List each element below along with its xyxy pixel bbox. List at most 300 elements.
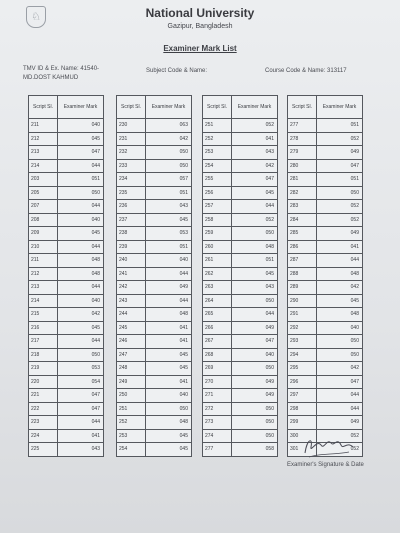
table-row	[29, 119, 104, 133]
script-no-cell: 236	[117, 200, 146, 214]
script-no-cell: 245	[117, 321, 146, 335]
mark-cell: 040	[146, 254, 192, 268]
script-no-cell: 262	[203, 267, 232, 281]
table-row	[29, 321, 104, 335]
mark-cell: 045	[58, 132, 104, 146]
examiner-signature	[297, 433, 359, 461]
mark-cell: 047	[58, 146, 104, 160]
table-row	[117, 146, 192, 160]
mark-cell: 044	[58, 416, 104, 430]
table-row	[203, 173, 278, 187]
table-row	[288, 267, 363, 281]
script-no-cell: 240	[117, 254, 146, 268]
table-row	[117, 227, 192, 241]
table-row	[117, 132, 192, 146]
table-row	[203, 308, 278, 322]
table-row	[117, 186, 192, 200]
table-row	[117, 240, 192, 254]
mark-cell: 050	[232, 294, 278, 308]
mark-cell: 052	[317, 443, 363, 457]
mark-cell: 042	[317, 362, 363, 376]
script-no-cell: 266	[203, 321, 232, 335]
table-row	[117, 254, 192, 268]
table-row	[288, 159, 363, 173]
mark-cell: 050	[58, 348, 104, 362]
script-no-cell: 220	[29, 375, 58, 389]
table-row	[203, 254, 278, 268]
script-no-cell: 238	[117, 227, 146, 241]
table-row	[203, 416, 278, 430]
mark-cell: 041	[58, 429, 104, 443]
table-row	[117, 429, 192, 443]
table-row	[117, 119, 192, 133]
mark-cell: 044	[232, 200, 278, 214]
script-no-cell: 224	[29, 429, 58, 443]
table-row	[29, 335, 104, 349]
mark-cell: 043	[58, 443, 104, 457]
table-row	[203, 119, 278, 133]
table-row	[288, 362, 363, 376]
table-row	[288, 227, 363, 241]
table-row	[203, 227, 278, 241]
script-no-cell: 294	[288, 348, 317, 362]
table-row	[117, 308, 192, 322]
table-row	[203, 240, 278, 254]
mark-cell: 044	[58, 335, 104, 349]
table-row	[203, 200, 278, 214]
table-row	[29, 281, 104, 295]
table-row	[29, 308, 104, 322]
mark-table-1	[28, 95, 104, 457]
mark-cell: 041	[317, 240, 363, 254]
table-row	[29, 159, 104, 173]
script-no-cell: 261	[203, 254, 232, 268]
table-row	[203, 375, 278, 389]
table-row	[117, 200, 192, 214]
table-row	[203, 267, 278, 281]
table-row	[203, 335, 278, 349]
script-no-cell: 210	[29, 240, 58, 254]
table-row	[288, 173, 363, 187]
table-row	[29, 402, 104, 416]
examiner-id-line: TMV ID & Ex. Name: 41540-	[23, 66, 100, 72]
script-no-cell: 293	[288, 335, 317, 349]
mark-cell: 050	[232, 402, 278, 416]
mark-cell: 049	[232, 389, 278, 403]
table-row	[117, 213, 192, 227]
script-no-cell: 219	[29, 362, 58, 376]
table-row	[203, 159, 278, 173]
table-row	[29, 146, 104, 160]
mark-cell: 043	[146, 200, 192, 214]
mark-cell: 040	[146, 389, 192, 403]
script-no-cell: 252	[117, 416, 146, 430]
script-no-cell: 283	[288, 200, 317, 214]
mark-cell: 043	[232, 146, 278, 160]
mark-cell: 042	[232, 159, 278, 173]
table-row	[288, 375, 363, 389]
table-row	[117, 348, 192, 362]
script-no-cell: 225	[29, 443, 58, 457]
script-no-cell: 241	[117, 267, 146, 281]
script-no-cell: 288	[288, 267, 317, 281]
table-row	[288, 402, 363, 416]
mark-cell: 045	[146, 362, 192, 376]
table-row	[203, 186, 278, 200]
script-no-cell: 213	[29, 281, 58, 295]
table-row	[117, 159, 192, 173]
mark-cell: 052	[317, 213, 363, 227]
script-no-cell: 232	[117, 146, 146, 160]
mark-cell: 044	[232, 308, 278, 322]
mark-cell: 058	[232, 443, 278, 457]
mark-cell: 052	[317, 132, 363, 146]
mark-cell: 042	[146, 132, 192, 146]
mark-cell: 040	[58, 119, 104, 133]
script-no-cell: 252	[203, 132, 232, 146]
table-row	[29, 254, 104, 268]
script-no-cell: 269	[203, 362, 232, 376]
table-row	[288, 240, 363, 254]
script-no-cell: 291	[288, 308, 317, 322]
table-row	[288, 348, 363, 362]
script-no-cell: 301	[288, 443, 317, 457]
mark-cell: 063	[146, 119, 192, 133]
table-row	[117, 294, 192, 308]
page-title: National University	[145, 6, 255, 20]
table-row	[203, 389, 278, 403]
script-no-cell: 233	[117, 159, 146, 173]
list-title: Examiner Mark List	[163, 44, 237, 53]
table-row	[117, 375, 192, 389]
table-row	[29, 132, 104, 146]
mark-cell: 047	[232, 173, 278, 187]
table-row	[117, 173, 192, 187]
script-no-cell: 268	[203, 348, 232, 362]
script-no-cell: 284	[288, 213, 317, 227]
script-no-cell: 300	[288, 429, 317, 443]
mark-cell: 051	[317, 119, 363, 133]
mark-cell: 050	[58, 186, 104, 200]
mark-cell: 048	[58, 254, 104, 268]
script-no-cell: 295	[288, 362, 317, 376]
script-no-cell: 247	[117, 348, 146, 362]
script-no-cell: 287	[288, 254, 317, 268]
mark-cell: 054	[58, 375, 104, 389]
table-row	[117, 267, 192, 281]
mark-cell: 049	[232, 375, 278, 389]
examiner-name-line: MD.DOST KAHMUD	[23, 75, 79, 81]
script-no-cell: 259	[203, 227, 232, 241]
table-row	[29, 362, 104, 376]
script-no-cell: 253	[117, 429, 146, 443]
table-row	[29, 213, 104, 227]
mark-cell: 052	[232, 119, 278, 133]
page-subtitle: Gazipur, Bangladesh	[167, 23, 233, 30]
mark-cell: 047	[58, 402, 104, 416]
script-no-cell: 285	[288, 227, 317, 241]
mark-cell: 045	[58, 227, 104, 241]
mark-cell: 050	[232, 416, 278, 430]
script-no-cell: 208	[29, 213, 58, 227]
script-no-cell: 255	[203, 173, 232, 187]
table-row	[29, 348, 104, 362]
script-no-cell: 207	[29, 200, 58, 214]
mark-cell: 049	[317, 416, 363, 430]
script-no-cell: 213	[29, 146, 58, 160]
table-row	[288, 146, 363, 160]
script-header: Script Sl.	[29, 96, 58, 119]
table-row	[29, 267, 104, 281]
script-no-cell: 272	[203, 402, 232, 416]
script-no-cell: 277	[288, 119, 317, 133]
script-no-cell: 274	[203, 429, 232, 443]
table-row	[203, 281, 278, 295]
table-row	[288, 308, 363, 322]
table-row	[203, 429, 278, 443]
script-no-cell: 211	[29, 254, 58, 268]
mark-cell: 047	[232, 335, 278, 349]
table-row	[29, 294, 104, 308]
table-row	[29, 186, 104, 200]
script-no-cell: 215	[29, 308, 58, 322]
course-code-label: Course Code & Name: 313117	[265, 68, 347, 74]
subject-code-label: Subject Code & Name:	[146, 68, 208, 74]
mark-cell: 051	[232, 254, 278, 268]
mark-table-3	[202, 95, 278, 457]
script-no-cell: 212	[29, 267, 58, 281]
script-no-cell: 217	[29, 335, 58, 349]
mark-cell: 048	[317, 308, 363, 322]
script-no-cell: 286	[288, 240, 317, 254]
script-no-cell: 258	[203, 213, 232, 227]
table-row	[29, 240, 104, 254]
script-no-cell: 221	[29, 389, 58, 403]
script-no-cell: 299	[288, 416, 317, 430]
mark-cell: 057	[146, 173, 192, 187]
script-no-cell: 230	[117, 119, 146, 133]
script-no-cell: 278	[288, 132, 317, 146]
script-no-cell: 270	[203, 375, 232, 389]
mark-cell: 049	[146, 281, 192, 295]
mark-cell: 044	[317, 389, 363, 403]
script-no-cell: 216	[29, 321, 58, 335]
script-no-cell: 273	[203, 416, 232, 430]
mark-cell: 042	[317, 281, 363, 295]
table-row	[288, 119, 363, 133]
table-row	[288, 213, 363, 227]
mark-cell: 041	[146, 321, 192, 335]
script-no-cell: 209	[29, 227, 58, 241]
script-no-cell: 251	[117, 402, 146, 416]
mark-table-2	[116, 95, 192, 457]
mark-cell: 044	[58, 281, 104, 295]
mark-cell: 050	[232, 362, 278, 376]
script-no-cell: 203	[29, 173, 58, 187]
mark-header: Examiner Mark	[317, 96, 363, 119]
script-header: Script Sl.	[288, 96, 317, 119]
mark-cell: 040	[58, 294, 104, 308]
table-row	[29, 389, 104, 403]
script-no-cell: 290	[288, 294, 317, 308]
table-row	[288, 335, 363, 349]
mark-cell: 044	[58, 159, 104, 173]
table-header-row	[29, 96, 104, 119]
table-header-row	[203, 96, 278, 119]
table-row	[117, 281, 192, 295]
script-no-cell: 263	[203, 281, 232, 295]
table-row	[29, 173, 104, 187]
table-row	[117, 389, 192, 403]
mark-cell: 041	[232, 132, 278, 146]
table-row	[203, 132, 278, 146]
script-no-cell: 297	[288, 389, 317, 403]
mark-cell: 049	[317, 146, 363, 160]
table-row	[288, 389, 363, 403]
table-row	[288, 321, 363, 335]
script-no-cell: 222	[29, 402, 58, 416]
mark-cell: 050	[317, 186, 363, 200]
mark-header: Examiner Mark	[58, 96, 104, 119]
script-no-cell: 205	[29, 186, 58, 200]
table-row	[203, 213, 278, 227]
table-row	[288, 294, 363, 308]
script-no-cell: 248	[117, 362, 146, 376]
table-row	[117, 416, 192, 430]
table-row	[203, 146, 278, 160]
table-row	[29, 200, 104, 214]
script-no-cell: 271	[203, 389, 232, 403]
script-no-cell: 250	[117, 389, 146, 403]
script-no-cell: 265	[203, 308, 232, 322]
script-no-cell: 277	[203, 443, 232, 457]
mark-cell: 045	[146, 213, 192, 227]
mark-cell: 050	[146, 402, 192, 416]
script-no-cell: 211	[29, 119, 58, 133]
script-no-cell: 249	[117, 375, 146, 389]
script-no-cell: 256	[203, 186, 232, 200]
script-no-cell: 253	[203, 146, 232, 160]
mark-cell: 049	[317, 227, 363, 241]
mark-cell: 040	[58, 213, 104, 227]
mark-cell: 044	[317, 254, 363, 268]
mark-cell: 048	[146, 308, 192, 322]
mark-cell: 050	[146, 159, 192, 173]
mark-cell: 053	[58, 362, 104, 376]
script-no-cell: 267	[203, 335, 232, 349]
mark-cell: 052	[317, 429, 363, 443]
mark-cell: 040	[317, 321, 363, 335]
script-no-cell: 257	[203, 200, 232, 214]
mark-cell: 044	[58, 240, 104, 254]
mark-cell: 045	[317, 294, 363, 308]
script-no-cell: 281	[288, 173, 317, 187]
table-row	[288, 254, 363, 268]
mark-cell: 045	[232, 186, 278, 200]
mark-cell: 041	[146, 375, 192, 389]
table-row	[29, 375, 104, 389]
table-row	[203, 443, 278, 457]
script-no-cell: 282	[288, 186, 317, 200]
script-no-cell: 280	[288, 159, 317, 173]
mark-cell: 047	[317, 159, 363, 173]
mark-cell: 052	[232, 213, 278, 227]
script-no-cell: 237	[117, 213, 146, 227]
mark-cell: 045	[58, 321, 104, 335]
mark-cell: 045	[146, 348, 192, 362]
mark-table-4	[287, 95, 363, 457]
table-row	[29, 429, 104, 443]
script-no-cell: 260	[203, 240, 232, 254]
table-row	[203, 402, 278, 416]
mark-cell: 044	[146, 294, 192, 308]
script-no-cell: 264	[203, 294, 232, 308]
mark-cell: 045	[232, 267, 278, 281]
script-no-cell: 218	[29, 348, 58, 362]
mark-cell: 043	[232, 281, 278, 295]
mark-cell: 051	[146, 240, 192, 254]
mark-cell: 048	[317, 267, 363, 281]
mark-cell: 040	[232, 348, 278, 362]
script-no-cell: 246	[117, 335, 146, 349]
script-no-cell: 242	[117, 281, 146, 295]
script-no-cell: 254	[203, 159, 232, 173]
mark-header: Examiner Mark	[232, 96, 278, 119]
mark-cell: 050	[146, 146, 192, 160]
script-no-cell: 292	[288, 321, 317, 335]
mark-cell: 042	[58, 308, 104, 322]
script-no-cell: 279	[288, 146, 317, 160]
table-row	[117, 362, 192, 376]
mark-cell: 052	[317, 200, 363, 214]
table-row	[288, 132, 363, 146]
mark-header: Examiner Mark	[146, 96, 192, 119]
table-header-row	[288, 96, 363, 119]
mark-cell: 041	[146, 335, 192, 349]
table-row	[288, 186, 363, 200]
signature-caption: Examiner's Signature & Date	[287, 462, 364, 468]
table-row	[203, 321, 278, 335]
script-no-cell: 296	[288, 375, 317, 389]
mark-cell: 048	[58, 267, 104, 281]
mark-cell: 044	[58, 200, 104, 214]
table-row	[203, 348, 278, 362]
mark-cell: 047	[317, 375, 363, 389]
script-no-cell: 244	[117, 308, 146, 322]
mark-cell: 053	[146, 227, 192, 241]
table-row	[117, 443, 192, 457]
mark-cell: 050	[232, 429, 278, 443]
mark-cell: 051	[146, 186, 192, 200]
script-no-cell: 214	[29, 294, 58, 308]
mark-cell: 044	[317, 402, 363, 416]
script-no-cell: 235	[117, 186, 146, 200]
script-no-cell: 212	[29, 132, 58, 146]
script-no-cell: 234	[117, 173, 146, 187]
table-row	[288, 200, 363, 214]
mark-cell: 044	[146, 267, 192, 281]
table-row	[29, 443, 104, 457]
mark-cell: 050	[317, 348, 363, 362]
table-row	[288, 281, 363, 295]
mark-cell: 048	[232, 240, 278, 254]
script-no-cell: 298	[288, 402, 317, 416]
table-row	[29, 227, 104, 241]
script-no-cell: 231	[117, 132, 146, 146]
script-header: Script Sl.	[203, 96, 232, 119]
university-crest-icon: ♘	[26, 6, 46, 28]
script-no-cell: 223	[29, 416, 58, 430]
